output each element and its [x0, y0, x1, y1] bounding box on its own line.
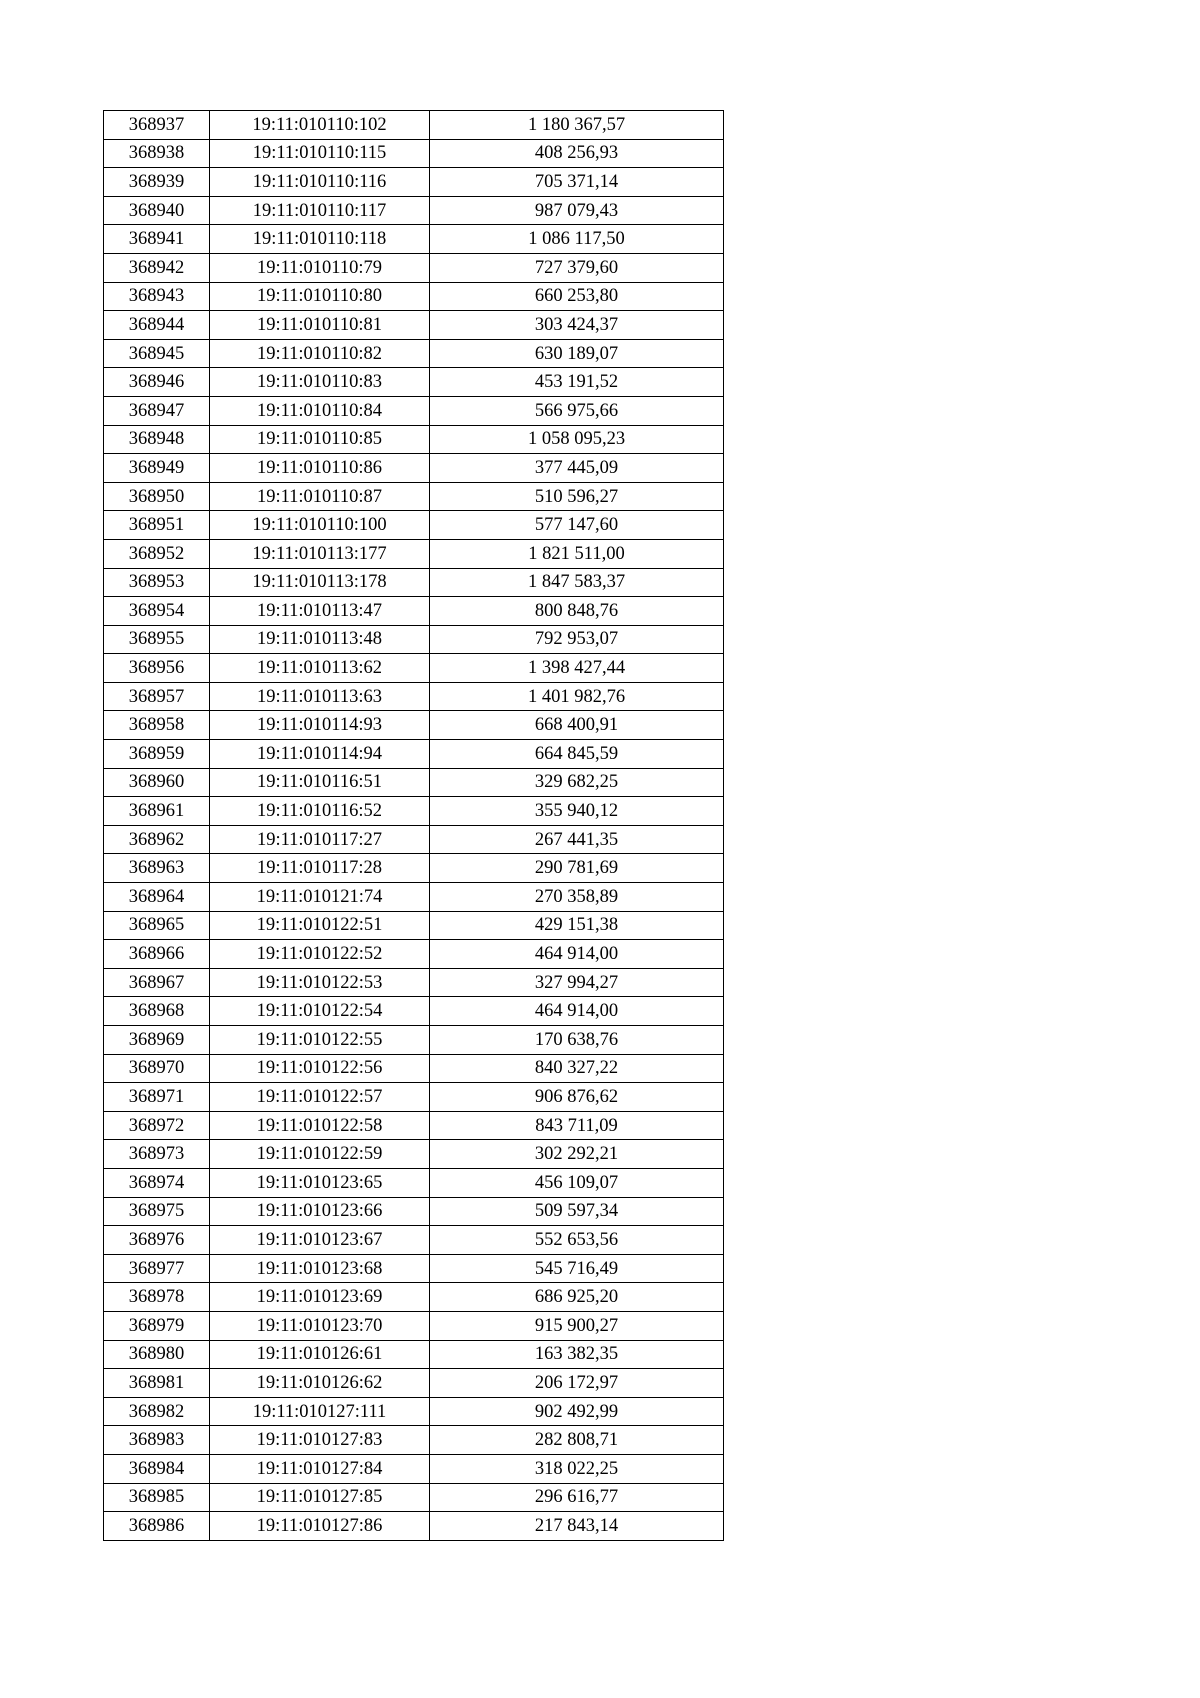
row-number-cell: 368963	[104, 854, 210, 883]
row-number-cell: 368941	[104, 225, 210, 254]
table-row	[104, 654, 724, 683]
cadastral-value-cell: 282 808,71	[430, 1426, 724, 1455]
table-row	[104, 454, 724, 483]
table-row	[104, 1512, 724, 1541]
cadastral-number-cell: 19:11:010114:94	[210, 740, 430, 769]
cadastral-number-cell: 19:11:010110:84	[210, 396, 430, 425]
cadastral-value-cell: 630 189,07	[430, 339, 724, 368]
cadastral-value-cell: 1 847 583,37	[430, 568, 724, 597]
cadastral-value-cell: 296 616,77	[430, 1483, 724, 1512]
cadastral-number-cell: 19:11:010123:70	[210, 1311, 430, 1340]
row-number-cell: 368947	[104, 396, 210, 425]
table-row	[104, 997, 724, 1026]
cadastral-value-cell: 206 172,97	[430, 1369, 724, 1398]
cadastral-number-cell: 19:11:010110:86	[210, 454, 430, 483]
cadastral-number-cell: 19:11:010110:80	[210, 282, 430, 311]
row-number-cell: 368942	[104, 253, 210, 282]
table-row	[104, 1197, 724, 1226]
cadastral-number-cell: 19:11:010110:116	[210, 168, 430, 197]
cadastral-number-cell: 19:11:010117:27	[210, 825, 430, 854]
table-row	[104, 1140, 724, 1169]
cadastral-number-cell: 19:11:010122:57	[210, 1083, 430, 1112]
cadastral-value-cell: 327 994,27	[430, 968, 724, 997]
table-row	[104, 1454, 724, 1483]
row-number-cell: 368954	[104, 597, 210, 626]
cadastral-value-cell: 1 398 427,44	[430, 654, 724, 683]
table-row	[104, 968, 724, 997]
cadastral-number-cell: 19:11:010127:83	[210, 1426, 430, 1455]
cadastral-number-cell: 19:11:010113:47	[210, 597, 430, 626]
row-number-cell: 368973	[104, 1140, 210, 1169]
cadastral-value-cell: 453 191,52	[430, 368, 724, 397]
cadastral-value-cell: 510 596,27	[430, 482, 724, 511]
row-number-cell: 368957	[104, 682, 210, 711]
table-row	[104, 425, 724, 454]
row-number-cell: 368985	[104, 1483, 210, 1512]
cadastral-number-cell: 19:11:010122:54	[210, 997, 430, 1026]
table-row	[104, 396, 724, 425]
cadastral-number-cell: 19:11:010123:67	[210, 1226, 430, 1255]
cadastral-number-cell: 19:11:010122:55	[210, 1026, 430, 1055]
cadastral-number-cell: 19:11:010114:93	[210, 711, 430, 740]
row-number-cell: 368938	[104, 139, 210, 168]
cadastral-number-cell: 19:11:010127:84	[210, 1454, 430, 1483]
row-number-cell: 368978	[104, 1283, 210, 1312]
cadastral-value-cell: 429 151,38	[430, 911, 724, 940]
table-row	[104, 1369, 724, 1398]
cadastral-number-cell: 19:11:010123:69	[210, 1283, 430, 1312]
cadastral-value-cell: 987 079,43	[430, 196, 724, 225]
table-row	[104, 1083, 724, 1112]
row-number-cell: 368970	[104, 1054, 210, 1083]
table-row	[104, 139, 724, 168]
cadastral-number-cell: 19:11:010113:63	[210, 682, 430, 711]
table-row	[104, 311, 724, 340]
row-number-cell: 368944	[104, 311, 210, 340]
table-row	[104, 1226, 724, 1255]
cadastral-value-cell: 566 975,66	[430, 396, 724, 425]
table-row	[104, 1283, 724, 1312]
row-number-cell: 368966	[104, 940, 210, 969]
table-row	[104, 1054, 724, 1083]
cadastral-number-cell: 19:11:010110:100	[210, 511, 430, 540]
cadastral-value-cell: 464 914,00	[430, 997, 724, 1026]
cadastral-value-cell: 267 441,35	[430, 825, 724, 854]
cadastral-value-cell: 302 292,21	[430, 1140, 724, 1169]
cadastral-value-cell: 1 086 117,50	[430, 225, 724, 254]
cadastral-number-cell: 19:11:010110:118	[210, 225, 430, 254]
cadastral-value-cell: 1 401 982,76	[430, 682, 724, 711]
cadastral-value-cell: 355 940,12	[430, 797, 724, 826]
row-number-cell: 368960	[104, 768, 210, 797]
table-row	[104, 482, 724, 511]
cadastral-value-cell: 800 848,76	[430, 597, 724, 626]
table-row	[104, 1397, 724, 1426]
table-row	[104, 111, 724, 140]
cadastral-number-cell: 19:11:010122:52	[210, 940, 430, 969]
row-number-cell: 368980	[104, 1340, 210, 1369]
table-row	[104, 1311, 724, 1340]
cadastral-value-cell: 408 256,93	[430, 139, 724, 168]
cadastral-value-cell: 1 180 367,57	[430, 111, 724, 140]
cadastral-value-cell: 686 925,20	[430, 1283, 724, 1312]
row-number-cell: 368972	[104, 1111, 210, 1140]
table-row	[104, 1483, 724, 1512]
cadastral-number-cell: 19:11:010127:111	[210, 1397, 430, 1426]
row-number-cell: 368943	[104, 282, 210, 311]
cadastral-number-cell: 19:11:010113:178	[210, 568, 430, 597]
row-number-cell: 368959	[104, 740, 210, 769]
table-row	[104, 682, 724, 711]
table-row	[104, 768, 724, 797]
table-row	[104, 1426, 724, 1455]
cadastral-value-cell: 270 358,89	[430, 883, 724, 912]
row-number-cell: 368955	[104, 625, 210, 654]
row-number-cell: 368950	[104, 482, 210, 511]
cadastral-value-cell: 668 400,91	[430, 711, 724, 740]
cadastral-value-cell: 456 109,07	[430, 1168, 724, 1197]
cadastral-number-cell: 19:11:010122:51	[210, 911, 430, 940]
table-row	[104, 1168, 724, 1197]
cadastral-number-cell: 19:11:010110:87	[210, 482, 430, 511]
cadastral-value-cell: 1 058 095,23	[430, 425, 724, 454]
table-row	[104, 797, 724, 826]
cadastral-value-cell: 377 445,09	[430, 454, 724, 483]
cadastral-value-cell: 1 821 511,00	[430, 539, 724, 568]
row-number-cell: 368958	[104, 711, 210, 740]
table-row	[104, 1111, 724, 1140]
cadastral-value-cell: 290 781,69	[430, 854, 724, 883]
row-number-cell: 368965	[104, 911, 210, 940]
table-row	[104, 883, 724, 912]
row-number-cell: 368940	[104, 196, 210, 225]
table-row	[104, 339, 724, 368]
cadastral-number-cell: 19:11:010110:85	[210, 425, 430, 454]
cadastral-number-cell: 19:11:010117:28	[210, 854, 430, 883]
cadastral-value-cell: 664 845,59	[430, 740, 724, 769]
table-row	[104, 568, 724, 597]
cadastral-number-cell: 19:11:010127:86	[210, 1512, 430, 1541]
table-row	[104, 597, 724, 626]
cadastral-number-cell: 19:11:010126:62	[210, 1369, 430, 1398]
cadastral-number-cell: 19:11:010122:59	[210, 1140, 430, 1169]
row-number-cell: 368967	[104, 968, 210, 997]
table-row	[104, 854, 724, 883]
table-row	[104, 740, 724, 769]
cadastral-value-cell: 509 597,34	[430, 1197, 724, 1226]
cadastral-value-cell: 660 253,80	[430, 282, 724, 311]
cadastral-value-cell: 705 371,14	[430, 168, 724, 197]
row-number-cell: 368951	[104, 511, 210, 540]
cadastral-value-cell: 915 900,27	[430, 1311, 724, 1340]
cadastral-value-cell: 902 492,99	[430, 1397, 724, 1426]
table-row	[104, 225, 724, 254]
cadastral-number-cell: 19:11:010113:48	[210, 625, 430, 654]
cadastral-value-cell: 303 424,37	[430, 311, 724, 340]
row-number-cell: 368968	[104, 997, 210, 1026]
row-number-cell: 368981	[104, 1369, 210, 1398]
cadastral-value-table	[103, 110, 724, 1541]
table-row	[104, 539, 724, 568]
cadastral-value-cell: 464 914,00	[430, 940, 724, 969]
table-row	[104, 825, 724, 854]
cadastral-value-cell: 906 876,62	[430, 1083, 724, 1112]
cadastral-number-cell: 19:11:010110:81	[210, 311, 430, 340]
cadastral-value-cell: 318 022,25	[430, 1454, 724, 1483]
cadastral-value-cell: 727 379,60	[430, 253, 724, 282]
table-row	[104, 282, 724, 311]
cadastral-number-cell: 19:11:010123:68	[210, 1254, 430, 1283]
cadastral-value-cell: 843 711,09	[430, 1111, 724, 1140]
row-number-cell: 368953	[104, 568, 210, 597]
row-number-cell: 368969	[104, 1026, 210, 1055]
table-row	[104, 1340, 724, 1369]
cadastral-number-cell: 19:11:010122:58	[210, 1111, 430, 1140]
cadastral-number-cell: 19:11:010110:117	[210, 196, 430, 225]
row-number-cell: 368948	[104, 425, 210, 454]
row-number-cell: 368952	[104, 539, 210, 568]
row-number-cell: 368961	[104, 797, 210, 826]
cadastral-number-cell: 19:11:010113:177	[210, 539, 430, 568]
cadastral-number-cell: 19:11:010127:85	[210, 1483, 430, 1512]
cadastral-value-cell: 217 843,14	[430, 1512, 724, 1541]
cadastral-value-cell: 329 682,25	[430, 768, 724, 797]
row-number-cell: 368975	[104, 1197, 210, 1226]
row-number-cell: 368971	[104, 1083, 210, 1112]
row-number-cell: 368977	[104, 1254, 210, 1283]
row-number-cell: 368962	[104, 825, 210, 854]
cadastral-number-cell: 19:11:010122:53	[210, 968, 430, 997]
cadastral-number-cell: 19:11:010110:79	[210, 253, 430, 282]
cadastral-value-cell: 840 327,22	[430, 1054, 724, 1083]
table-body	[104, 111, 724, 1541]
cadastral-value-cell: 170 638,76	[430, 1026, 724, 1055]
row-number-cell: 368964	[104, 883, 210, 912]
table-row	[104, 1254, 724, 1283]
cadastral-number-cell: 19:11:010110:102	[210, 111, 430, 140]
row-number-cell: 368945	[104, 339, 210, 368]
row-number-cell: 368984	[104, 1454, 210, 1483]
table-row	[104, 1026, 724, 1055]
cadastral-number-cell: 19:11:010110:115	[210, 139, 430, 168]
row-number-cell: 368949	[104, 454, 210, 483]
row-number-cell: 368956	[104, 654, 210, 683]
row-number-cell: 368974	[104, 1168, 210, 1197]
table-row	[104, 940, 724, 969]
table-row	[104, 196, 724, 225]
cadastral-number-cell: 19:11:010122:56	[210, 1054, 430, 1083]
table-row	[104, 511, 724, 540]
row-number-cell: 368937	[104, 111, 210, 140]
cadastral-number-cell: 19:11:010123:66	[210, 1197, 430, 1226]
cadastral-value-cell: 545 716,49	[430, 1254, 724, 1283]
cadastral-number-cell: 19:11:010123:65	[210, 1168, 430, 1197]
cadastral-number-cell: 19:11:010110:82	[210, 339, 430, 368]
row-number-cell: 368946	[104, 368, 210, 397]
cadastral-number-cell: 19:11:010116:51	[210, 768, 430, 797]
cadastral-value-cell: 792 953,07	[430, 625, 724, 654]
cadastral-value-cell: 577 147,60	[430, 511, 724, 540]
cadastral-number-cell: 19:11:010113:62	[210, 654, 430, 683]
row-number-cell: 368982	[104, 1397, 210, 1426]
row-number-cell: 368979	[104, 1311, 210, 1340]
table-row	[104, 168, 724, 197]
cadastral-number-cell: 19:11:010126:61	[210, 1340, 430, 1369]
table-row	[104, 911, 724, 940]
table-row	[104, 253, 724, 282]
cadastral-number-cell: 19:11:010121:74	[210, 883, 430, 912]
row-number-cell: 368976	[104, 1226, 210, 1255]
table-row	[104, 625, 724, 654]
row-number-cell: 368939	[104, 168, 210, 197]
cadastral-number-cell: 19:11:010116:52	[210, 797, 430, 826]
cadastral-value-cell: 163 382,35	[430, 1340, 724, 1369]
row-number-cell: 368986	[104, 1512, 210, 1541]
cadastral-number-cell: 19:11:010110:83	[210, 368, 430, 397]
table-row	[104, 368, 724, 397]
row-number-cell: 368983	[104, 1426, 210, 1455]
cadastral-value-cell: 552 653,56	[430, 1226, 724, 1255]
table-row	[104, 711, 724, 740]
